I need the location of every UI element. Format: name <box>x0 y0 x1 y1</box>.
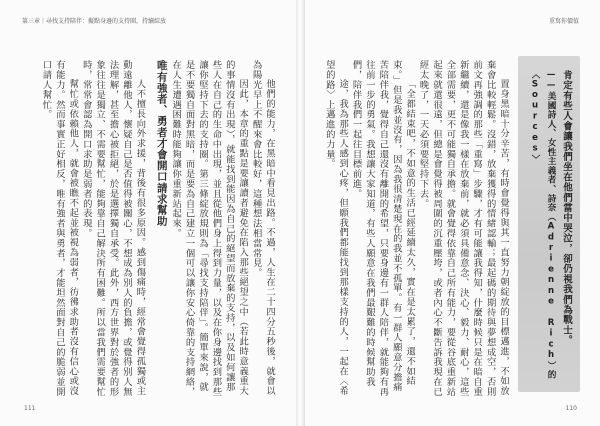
paragraph: 幫忙或依賴他人，就會被瞧不起並被視為弱者，彷彿求助者沒有信心或沒有能力。然而事實正好相反，唯有強者與勇者，才能坦然面對自己的脆弱並開口請人幫忙。 <box>40 60 79 397</box>
paragraph: 他們的能力，在黑暗中看見出路。不過，人生在二十四分五秒後，就會以為陽光早上不醒來會比較好，這種想法相當常見。 <box>250 60 275 396</box>
epigraph-attribution: ——美國詩人、女性主義者、詩奈（Adrienne Rich）的〈Sources〉 <box>530 70 556 380</box>
gutter <box>296 0 304 426</box>
paragraph: 途，我為那些人感到心疼，但願我們都能找到那樣支持的人，一起在〈希望的路〉上邁進的力量。 <box>323 60 349 396</box>
left-page <box>0 0 297 426</box>
left-page-body <box>18 60 276 398</box>
right-page-body <box>322 60 510 398</box>
paragraph: 因此，本章的重點是要讓讀者避免在陷入那些絕望之中（若此時意義重大的事情沒有出現），就能找到能因為自己的絕望而放棄的支持，以及如何讓那些人在自己的生命中出現，並且從他們身上得到力量，以及在你身邊找到那些讓你堅持下去的支持圈。第三條綻放規則為「尋找支持陪伴」。簡單來說，就是不要獨自面對黑暗，而是要為自己建立一個可以讓你安心倚靠的支持網絡，在人生遭遇困難時能夠讓你重新站起來。 <box>170 60 249 397</box>
section-heading: 唯有強者、勇者才會開口請求幫助 <box>155 60 168 227</box>
page-number-left: 111 <box>24 405 36 412</box>
paragraph: 置身黑暗十分辛苦，有時會覺得與其一直努力朝綻放的目標邁進，不如放棄會比較輕鬆。沒錯，放棄獲得的情緒認輸；最起碼的期待與夢想成空，否則前文再強調的那些「重寫」步驟，才有可能讓我得知，什麼時候只是在暗自重新繼續，還是像我一樣在放棄前，就必須具備意念、決心、毅力、耐心，這些全部需要，更不可能獨自承擔。就會覺得依靠自己所有能力，要從谷底重新站起來就還很遠，但總是會覺得被周圍的沉重壓垮，或者內心不斷告訴我現在已經太晚了，一天必須要堅持下去。 <box>417 60 509 397</box>
running-head-right: 重寫你價值 <box>548 18 579 25</box>
paragraph: 人不擅長向外求援，背後有很多原因。感到傷痛時，經常會覺得孤獨或主動遠離他人，懷疑自己是否值得被關心，不想成為別人的負擔，或覺得別人無法理解，甚至擔心被拒絕，於是選擇獨自承受。此外，西方世界對於強者的形象往往是獨立、不需要幫忙，能夠靠自己解決所有困難。所以當我們需要幫忙時，常常會認為開口求助是弱者的表現。 <box>80 60 146 397</box>
epigraph-quote-box <box>518 56 580 392</box>
epigraph-quote: 肯定有些人會讓我們坐在他們當中哭泣，卻仍視我們為戰士。 <box>561 70 572 346</box>
paragraph: 「全都結束吧，不如意的生活已經延續太久，實在是太累了，還不如結束。」但是我並沒有，因為我很清楚現在的我並不孤單。有一群人願意分擔痛苦陪伴我，覺得自己還沒有離開的希望，只要身邊有一群人陪伴，就能夠有再往前一步的勇氣。我想讓大家知道，有些人願意在我們最艱難的時候幫助我們，陪伴我們一起往目標前進。 <box>350 60 416 397</box>
epigraph-text <box>527 70 574 380</box>
running-head-left: 第三章｜尋找支持陪伴：擬點身邊的支持圈，持續綻放 <box>22 18 167 25</box>
page-number-right: 110 <box>565 405 577 412</box>
